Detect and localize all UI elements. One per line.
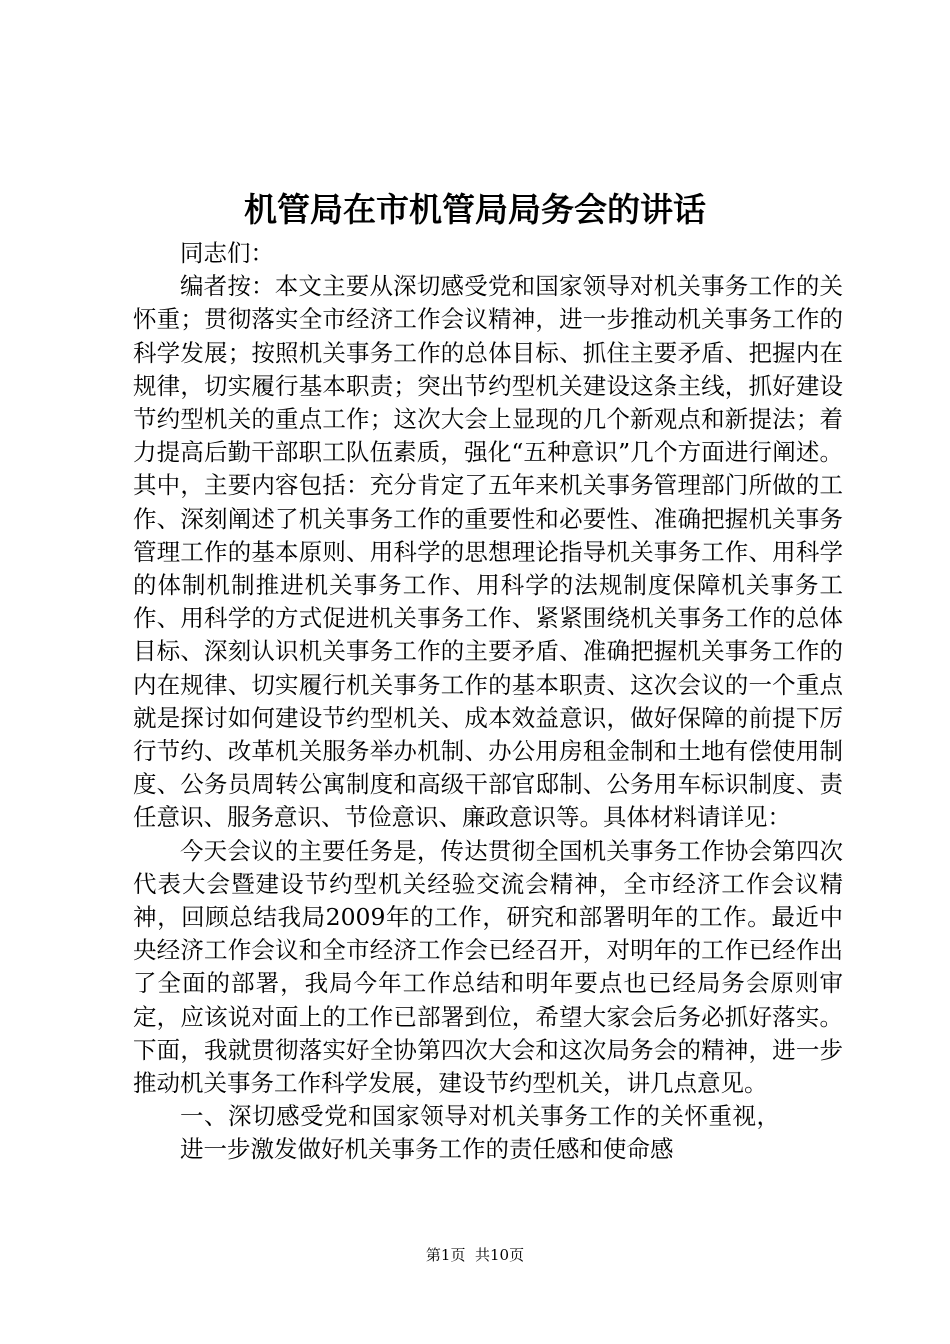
- page-total: 共10页: [475, 1246, 525, 1264]
- salutation: 同志们：: [180, 239, 274, 267]
- page-footer: [0, 1245, 950, 1265]
- page-number: 第1页: [425, 1246, 466, 1264]
- editor-note-paragraph: 编者按：本文主要从深切感受党和国家领导对机关事务工作的关怀重；贯彻落实全市经济工作会议精神，进一步推动机关事务工作的科学发展；按照机关事务工作的总体目标、抓住主要矛盾、把握内在规律，切实履行基本职责；突出节约型机关建设这条主线，抓好建设节约型机关的重点工作；这次大会上显现的几个新观点和新提法；着力提高后勤干部职工队伍素质，强化“五种意识”几个方面进行阐述。其中，主要内容包括：充分肯定了五年来机关事务管理部门所做的工作、深刻阐述了机关事务工作的重要性和必要性、准确把握机关事务管理工作的基本原则、用科学的思想理论指导机关事务工作、用科学的体制机制推进机关事务工作、用科学的法规制度保障机关事务工作、用科学的方式促进机关事务工作、紧紧围绕机关事务工作的总体目标、深刻认识机关事务工作的主要矛盾、准确把握机关事务工作的内在规律、切实履行机关事务工作的基本职责、这次会议的一个重点就是探讨如何建设节约型机关、成本效益意识，做好保障的前提下厉行节约、改革机关服务举办机制、办公用房租金制和土地有偿使用制度、公务员周转公寓制度和高级干部官邸制、公务用车标识制度、责任意识、服务意识、节俭意识、廉政意识等。具体材料请详见：: [133, 272, 843, 832]
- document-title: 机管局在市机管局局务会的讲话: [244, 190, 706, 229]
- body-paragraph: 今天会议的主要任务是，传达贯彻全国机关事务工作协会第四次代表大会暨建设节约型机关经验交流会精神，全市经济工作会议精神，回顾总结我局2009年的工作，研究和部署明年的工作。最近中央经济工作会议和全市经济工作会已经召开，对明年的工作已经作出了全面的部署，我局今年工作总结和明年要点也已经局务会原则审定，应该说对面上的工作已部署到位，希望大家会后务必抓好落实。下面，我就贯彻落实好全协第四次大会和这次局务会的精神，进一步推动机关事务工作科学发展，建设节约型机关，讲几点意见。: [133, 836, 843, 1098]
- section-heading: 一、深切感受党和国家领导对机关事务工作的关怀重视，进一步激发做好机关事务工作的责任感和使命感: [180, 1102, 780, 1164]
- document-body: [133, 237, 843, 1167]
